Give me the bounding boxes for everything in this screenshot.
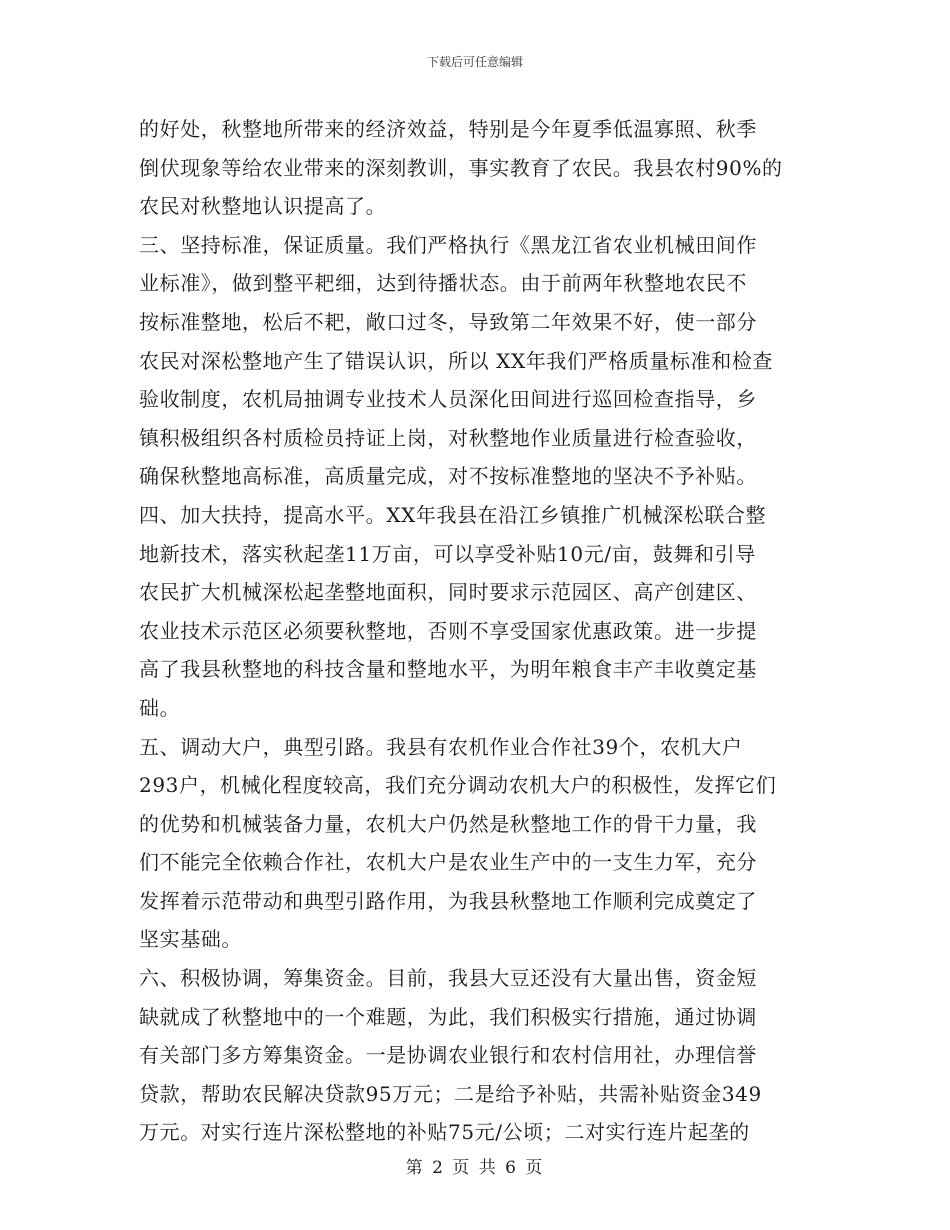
text-line: 有关部门多方筹集资金。一是协调农业银行和农村信用社，办理信誉 bbox=[139, 1043, 757, 1068]
page-header-note: 下载后可任意编辑 bbox=[426, 55, 523, 69]
text-line: 农民对深松整地产生了错误认识，所以 XX年我们严格质量标准和检查 bbox=[139, 348, 774, 373]
text-line: 倒伏现象等给农业带来的深刻教训，事实教育了农民。我县农村90%的 bbox=[139, 155, 783, 180]
text-line: 验收制度，农机局抽调专业技术人员深化田间进行巡回检查指导，乡 bbox=[139, 387, 757, 412]
document-body bbox=[139, 110, 815, 1152]
text-line: 的优势和机械装备力量，农机大户仍然是秋整地工作的骨干力量，我 bbox=[139, 811, 757, 836]
text-line: 农民扩大机械深松起垄整地面积，同时要求示范园区、高产创建区、 bbox=[139, 580, 757, 605]
text-line: 业标准》，做到整平耙细，达到待播状态。由于前两年秋整地农民不 bbox=[139, 271, 747, 296]
text-line: 按标准整地，松后不耙，敞口过冬，导致第二年效果不好，使一部分 bbox=[139, 309, 757, 334]
text-line: 高了我县秋整地的科技含量和整地水平，为明年粮食丰产丰收奠定基 bbox=[139, 657, 757, 682]
section-heading-line: 四、加大扶持，提高水平。XX年我县在沿江乡镇推广机械深松联合整 bbox=[139, 502, 767, 527]
text-line: 们不能完全依赖合作社，农机大户是农业生产中的一支生力军，充分 bbox=[139, 850, 757, 875]
section-heading-line: 六、积极协调，筹集资金。目前，我县大豆还没有大量出售，资金短 bbox=[139, 966, 757, 991]
text-line: 发挥着示范带动和典型引路作用，为我县秋整地工作顺利完成奠定了 bbox=[139, 888, 757, 913]
section-heading-line: 五、调动大户，典型引路。我县有农机作业合作社39个，农机大户 bbox=[139, 734, 743, 759]
text-line: 万元。对实行连片深松整地的补贴75元/公顷；二对实行连片起垄的 bbox=[139, 1120, 750, 1145]
text-line: 293户，机械化程度较高，我们充分调动农机大户的积极性，发挥它们 bbox=[139, 773, 777, 798]
text-line: 镇积极组织各村质检员持证上岗，对秋整地作业质量进行检查验收， bbox=[139, 425, 757, 450]
text-line: 缺就成了秋整地中的一个难题，为此，我们积极实行措施，通过协调 bbox=[139, 1004, 757, 1029]
text-line: 农业技术示范区必须要秋整地，否则不享受国家优惠政策。进一步提 bbox=[139, 618, 757, 643]
text-line: 础。 bbox=[139, 695, 181, 720]
text-line: 坚实基础。 bbox=[139, 927, 242, 952]
section-heading-line: 三、坚持标准，保证质量。我们严格执行《黑龙江省农业机械田间作 bbox=[139, 232, 757, 257]
text-line: 的好处，秋整地所带来的经济效益，特别是今年夏季低温寡照、秋季 bbox=[139, 117, 757, 141]
page-number-footer: 第 2 页 共 6 页 bbox=[405, 1158, 545, 1178]
text-line: 贷款，帮助农民解决贷款95万元；二是给予补贴，共需补贴资金349 bbox=[139, 1081, 762, 1106]
text-line: 确保秋整地高标准，高质量完成，对不按标准整地的坚决不予补贴。 bbox=[139, 464, 757, 489]
text-line: 农民对秋整地认识提高了。 bbox=[139, 194, 387, 219]
text-line: 地新技术，落实秋起垄11万亩，可以享受补贴10元/亩，鼓舞和引导 bbox=[139, 541, 756, 566]
